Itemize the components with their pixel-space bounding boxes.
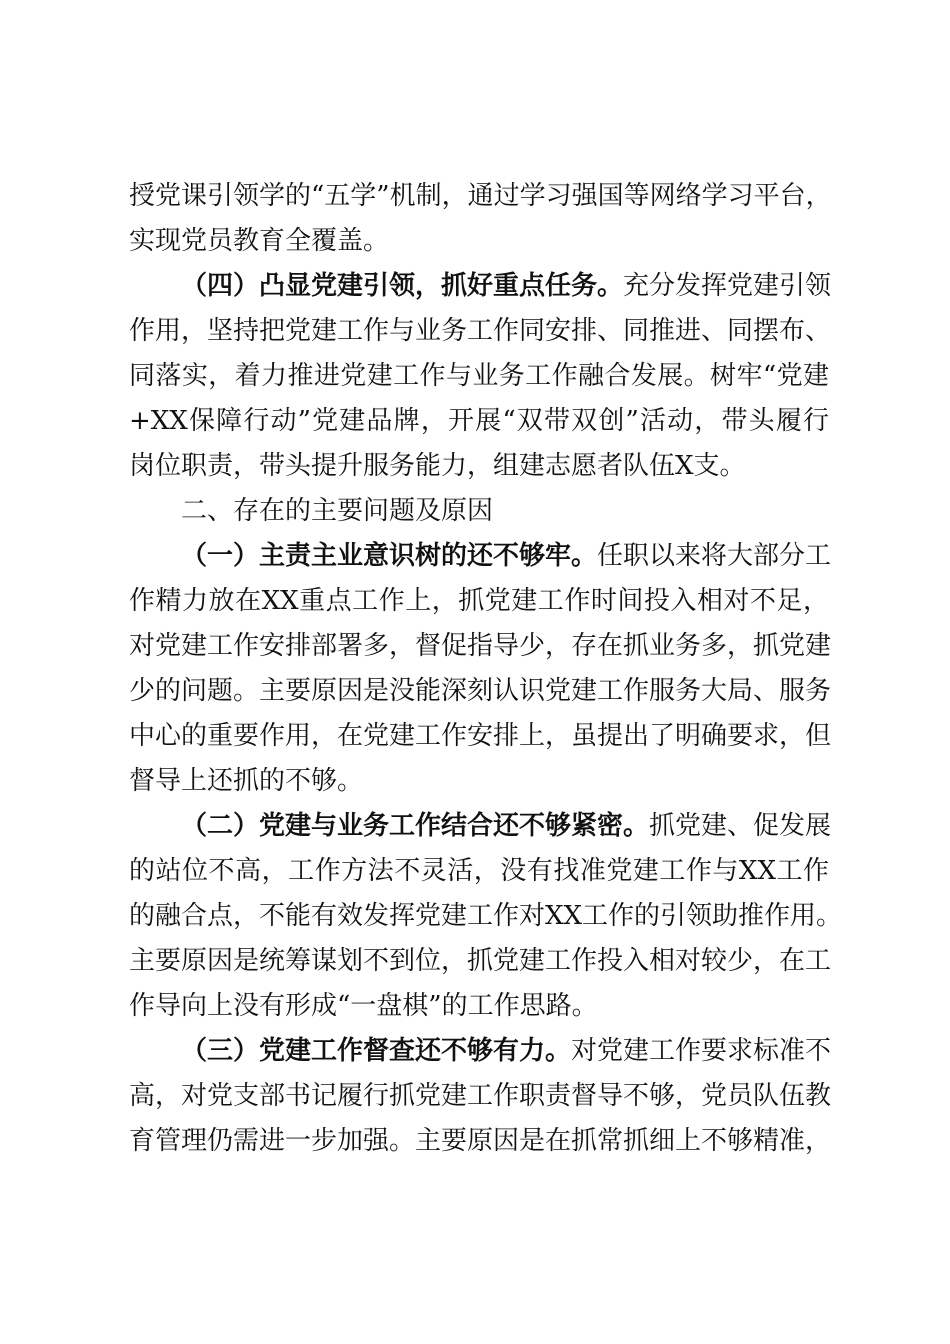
paragraph-5-heading: （三）党建工作督查还不够有力。 bbox=[181, 1036, 572, 1066]
paragraph-3-line-1-text: 任职以来将大部分工 bbox=[597, 541, 832, 571]
paragraph-3-line-6: 督导上还抓的不够。 bbox=[129, 766, 364, 796]
paragraph-5-line-2: 高，对党支部书记履行抓党建工作职责督导不够，党员队伍教 bbox=[129, 1081, 832, 1111]
paragraph-3-line-3: 对党建工作安排部署多，督促指导少，存在抓业务多，抓党建 bbox=[129, 631, 832, 661]
paragraph-4-line-1 bbox=[181, 806, 832, 846]
paragraph-2-heading: （四）凸显党建引领，抓好重点任务。 bbox=[181, 271, 624, 301]
paragraph-2-line-1-text: 充分发挥党建引领 bbox=[623, 271, 832, 301]
paragraph-1-line-1: 授党课引领学的“五学”机制，通过学习强国等网络学习平台， bbox=[129, 181, 832, 211]
paragraph-2-line-5: 岗位职责，带头提升服务能力，组建志愿者队伍X支。 bbox=[129, 451, 746, 481]
paragraph-1-line-2: 实现党员教育全覆盖。 bbox=[129, 226, 390, 256]
paragraph-3-heading: （一）主责主业意识树的还不够牢。 bbox=[181, 541, 598, 571]
paragraph-3-line-1 bbox=[181, 536, 832, 576]
paragraph-3-line-4: 少的问题。主要原因是没能深刻认识党建工作服务大局、服务 bbox=[129, 676, 832, 706]
paragraph-4-heading: （二）党建与业务工作结合还不够紧密。 bbox=[181, 811, 650, 841]
paragraph-2-line-2: 作用，坚持把党建工作与业务工作同安排、同推进、同摆布、 bbox=[129, 316, 832, 346]
paragraph-5-line-1-text: 对党建工作要求标准不 bbox=[571, 1036, 832, 1066]
paragraph-4-line-5: 作导向上没有形成“一盘棋”的工作思路。 bbox=[129, 991, 598, 1021]
paragraph-4-line-4: 主要原因是统筹谋划不到位，抓党建工作投入相对较少，在工 bbox=[129, 946, 832, 976]
paragraph-4-line-1-text: 抓党建、促发展 bbox=[649, 811, 832, 841]
paragraph-5-line-1 bbox=[181, 1031, 832, 1071]
paragraph-2-line-4: +XX保障行动”党建品牌，开展“双带双创”活动，带头履行 bbox=[129, 406, 829, 436]
paragraph-3-line-5: 中心的重要作用，在党建工作安排上，虽提出了明确要求，但 bbox=[129, 721, 832, 751]
section-heading: 二、存在的主要问题及原因 bbox=[181, 496, 494, 526]
paragraph-5-line-3: 育管理仍需进一步加强。主要原因是在抓常抓细上不够精准， bbox=[129, 1126, 832, 1156]
paragraph-3-line-2: 作精力放在XX重点工作上，抓党建工作时间投入相对不足， bbox=[129, 586, 829, 616]
paragraph-4-line-2: 的站位不高，工作方法不灵活，没有找准党建工作与XX工作 bbox=[129, 856, 829, 886]
paragraph-2-line-1 bbox=[181, 266, 832, 306]
paragraph-2-line-3: 同落实，着力推进党建工作与业务工作融合发展。树牢“党建 bbox=[129, 361, 829, 391]
paragraph-4-line-3: 的融合点，不能有效发挥党建工作对XX工作的引领助推作用。 bbox=[129, 901, 843, 931]
